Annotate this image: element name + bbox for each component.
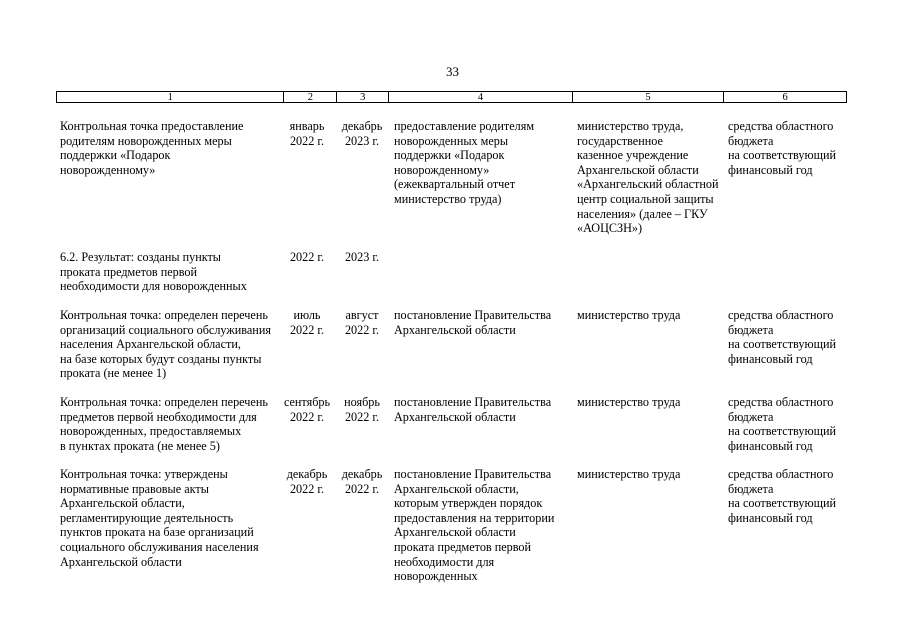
row-end-date: декабрь 2022 г.	[341, 467, 383, 496]
row-document: постановление Правительства Архангельской области	[394, 395, 552, 424]
row-responsible: министерство труда	[577, 395, 681, 409]
row-responsible: министерство труда	[577, 467, 681, 481]
row-funding: средства областного бюджета на соответствующий финансовый год	[728, 119, 837, 177]
row-measure: Контрольная точка: определен перечень организаций социального обслуживания населения Архангельской области, на базе которых будут созданы пункты проката (не менее 1)	[60, 308, 271, 381]
header-col-2: 2	[284, 92, 337, 102]
row-funding: средства областного бюджета на соответствующий финансовый год	[728, 395, 837, 453]
row-start-date: январь 2022 г.	[289, 119, 325, 148]
header-col-5: 5	[573, 92, 725, 102]
row-start-date: декабрь 2022 г.	[286, 467, 328, 496]
row-start-date: июль 2022 г.	[289, 308, 325, 337]
page-number: 33	[446, 64, 459, 79]
row-document: постановление Правительства Архангельской области, которым утвержден порядок предоставления на территории Архангельской области проката предметов первой необходимости для новорожденных	[394, 467, 555, 584]
header-col-3: 3	[337, 92, 389, 102]
row-responsible: министерство труда	[577, 308, 681, 322]
header-col-1: 1	[57, 92, 284, 102]
row-end-date: 2023 г.	[344, 250, 380, 264]
row-end-date: ноябрь 2022 г.	[344, 395, 380, 424]
row-measure: Контрольная точка: определен перечень предметов первой необходимости для новорожденных, предоставляемых в пунктах проката (не менее 5)	[60, 395, 268, 453]
row-start-date: сентябрь 2022 г.	[283, 395, 331, 424]
row-funding: средства областного бюджета на соответствующий финансовый год	[728, 467, 837, 525]
row-document: постановление Правительства Архангельской области	[394, 308, 552, 337]
row-measure: Контрольная точка: утверждены нормативные правовые акты Архангельской области, регламентирующие деятельность пунктов проката на базе организаций социального обслуживания населения Архангельской области	[60, 467, 259, 569]
row-measure: 6.2. Результат: созданы пункты проката предметов первой необходимости для новорожденных	[60, 250, 247, 294]
row-end-date: август 2022 г.	[344, 308, 380, 337]
header-col-4: 4	[389, 92, 573, 102]
row-measure: Контрольная точка предоставление родителям новорожденных меры поддержки «Подарок новорожденному»	[60, 119, 244, 177]
row-start-date: 2022 г.	[289, 250, 325, 264]
header-col-6: 6	[782, 92, 788, 103]
row-funding: средства областного бюджета на соответствующий финансовый год	[728, 308, 837, 366]
row-responsible: министерство труда, государственное казенное учреждение Архангельской области «Архангельский областной центр социальной защиты населения» (далее – ГКУ «АОЦСЗН»)	[577, 119, 719, 236]
row-end-date: декабрь 2023 г.	[341, 119, 383, 148]
table-header	[56, 91, 847, 103]
row-document: предоставление родителям новорожденных меры поддержки «Подарок новорожденному» (ежеквартальный отчет министерство труда)	[394, 119, 535, 206]
